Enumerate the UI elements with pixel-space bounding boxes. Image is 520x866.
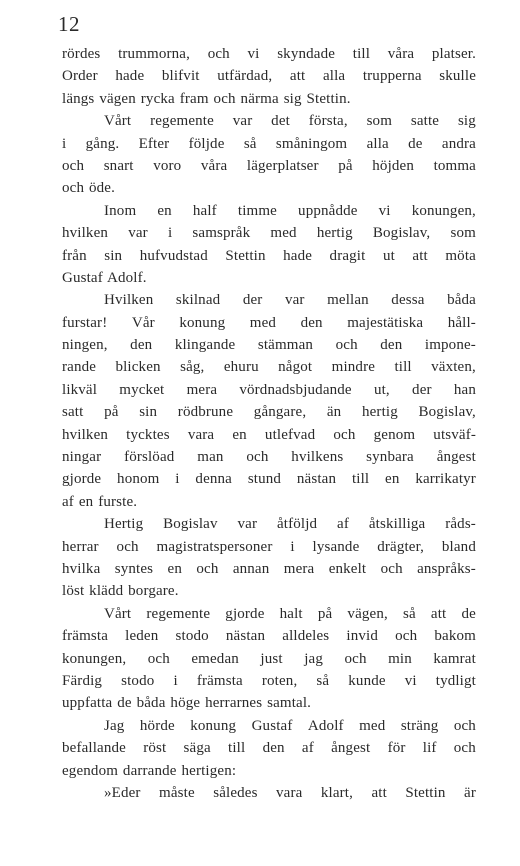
text-line: från sin hufvudstad Stettin hade dragit ut att möta bbox=[62, 247, 476, 264]
body-text bbox=[62, 43, 476, 804]
text-line: i gång. Efter följde så småningom alla de andra bbox=[62, 135, 476, 152]
text-line: furstar! Vår konung med den majestätiska håll- bbox=[62, 314, 476, 331]
paragraph bbox=[62, 782, 476, 804]
paragraph bbox=[62, 200, 476, 290]
text-line: Jag hörde konung Gustaf Adolf med sträng och bbox=[104, 717, 476, 734]
text-line: satt på sin rödbrune gångare, än hertig Bogislav, bbox=[62, 404, 476, 421]
text-line: främsta leden stodo nästan alldeles invid och bakom bbox=[62, 628, 476, 645]
paragraph bbox=[62, 110, 476, 200]
paragraph bbox=[62, 513, 476, 603]
text-line: hvilken tycktes vara en utlefvad och genom utsväf- bbox=[62, 426, 476, 443]
text-line: Färdig stodo i främsta roten, så kunde vi tydligt bbox=[62, 672, 476, 689]
text-line: Gustaf Adolf. bbox=[62, 269, 147, 286]
text-line: hvilka syntes en och annan mera enkelt och anspråks- bbox=[62, 560, 476, 577]
text-line: längs vägen rycka fram och närma sig Stettin. bbox=[62, 90, 351, 107]
text-line: rördes trummorna, och vi skyndade till våra platser. bbox=[62, 46, 476, 62]
text-line: gjorde honom i denna stund nästan till en karrikatyr bbox=[62, 471, 476, 488]
text-line: Vårt regemente gjorde halt på vägen, så att de bbox=[104, 605, 476, 622]
text-line: löst klädd borgare. bbox=[62, 583, 179, 600]
text-line: befallande röst säga till den af ångest för lif och bbox=[62, 740, 476, 757]
text-line: och öde. bbox=[62, 180, 116, 197]
paragraph bbox=[62, 43, 476, 110]
text-line: ningar förslöad man och hvilkens synbara ångest bbox=[62, 449, 476, 466]
paragraph bbox=[62, 603, 476, 715]
paragraph bbox=[62, 715, 476, 782]
text-line: ningen, den klingande stämman och den impone- bbox=[62, 337, 476, 354]
text-line: uppfatta de båda höge herrarnes samtal. bbox=[62, 695, 312, 712]
text-line: likväl mycket mera vördnadsbjudande ut, der han bbox=[62, 381, 476, 398]
paragraph bbox=[62, 289, 476, 513]
text-line: Vårt regemente var det första, som satte sig bbox=[104, 113, 476, 130]
text-line: Inom en half timme uppnådde vi konungen, bbox=[104, 202, 476, 219]
text-line: Hertig Bogislav var åtföljd af åtskilliga råds- bbox=[104, 516, 476, 533]
text-line: herrar och magistratspersoner i lysande drägter, bland bbox=[62, 538, 476, 555]
text-line: rande blicken såg, ehuru något mindre till växten, bbox=[62, 359, 476, 376]
text-line: egendom darrande hertigen: bbox=[62, 762, 237, 779]
text-line: Order hade blifvit utfärdad, att alla trupperna skulle bbox=[62, 68, 476, 85]
text-line: och snart voro våra lägerplatser på höjden tomma bbox=[62, 157, 476, 174]
text-line: »Eder måste således vara klart, att Stettin är bbox=[104, 784, 476, 801]
text-line: af en furste. bbox=[62, 493, 138, 510]
text-line: hvilken var i samspråk med hertig Bogislav, som bbox=[62, 225, 476, 242]
text-line: Hvilken skilnad der var mellan dessa båda bbox=[104, 292, 476, 309]
text-line: konungen, och emedan just jag och min kamrat bbox=[62, 650, 476, 667]
page-number: 12 bbox=[58, 12, 80, 36]
